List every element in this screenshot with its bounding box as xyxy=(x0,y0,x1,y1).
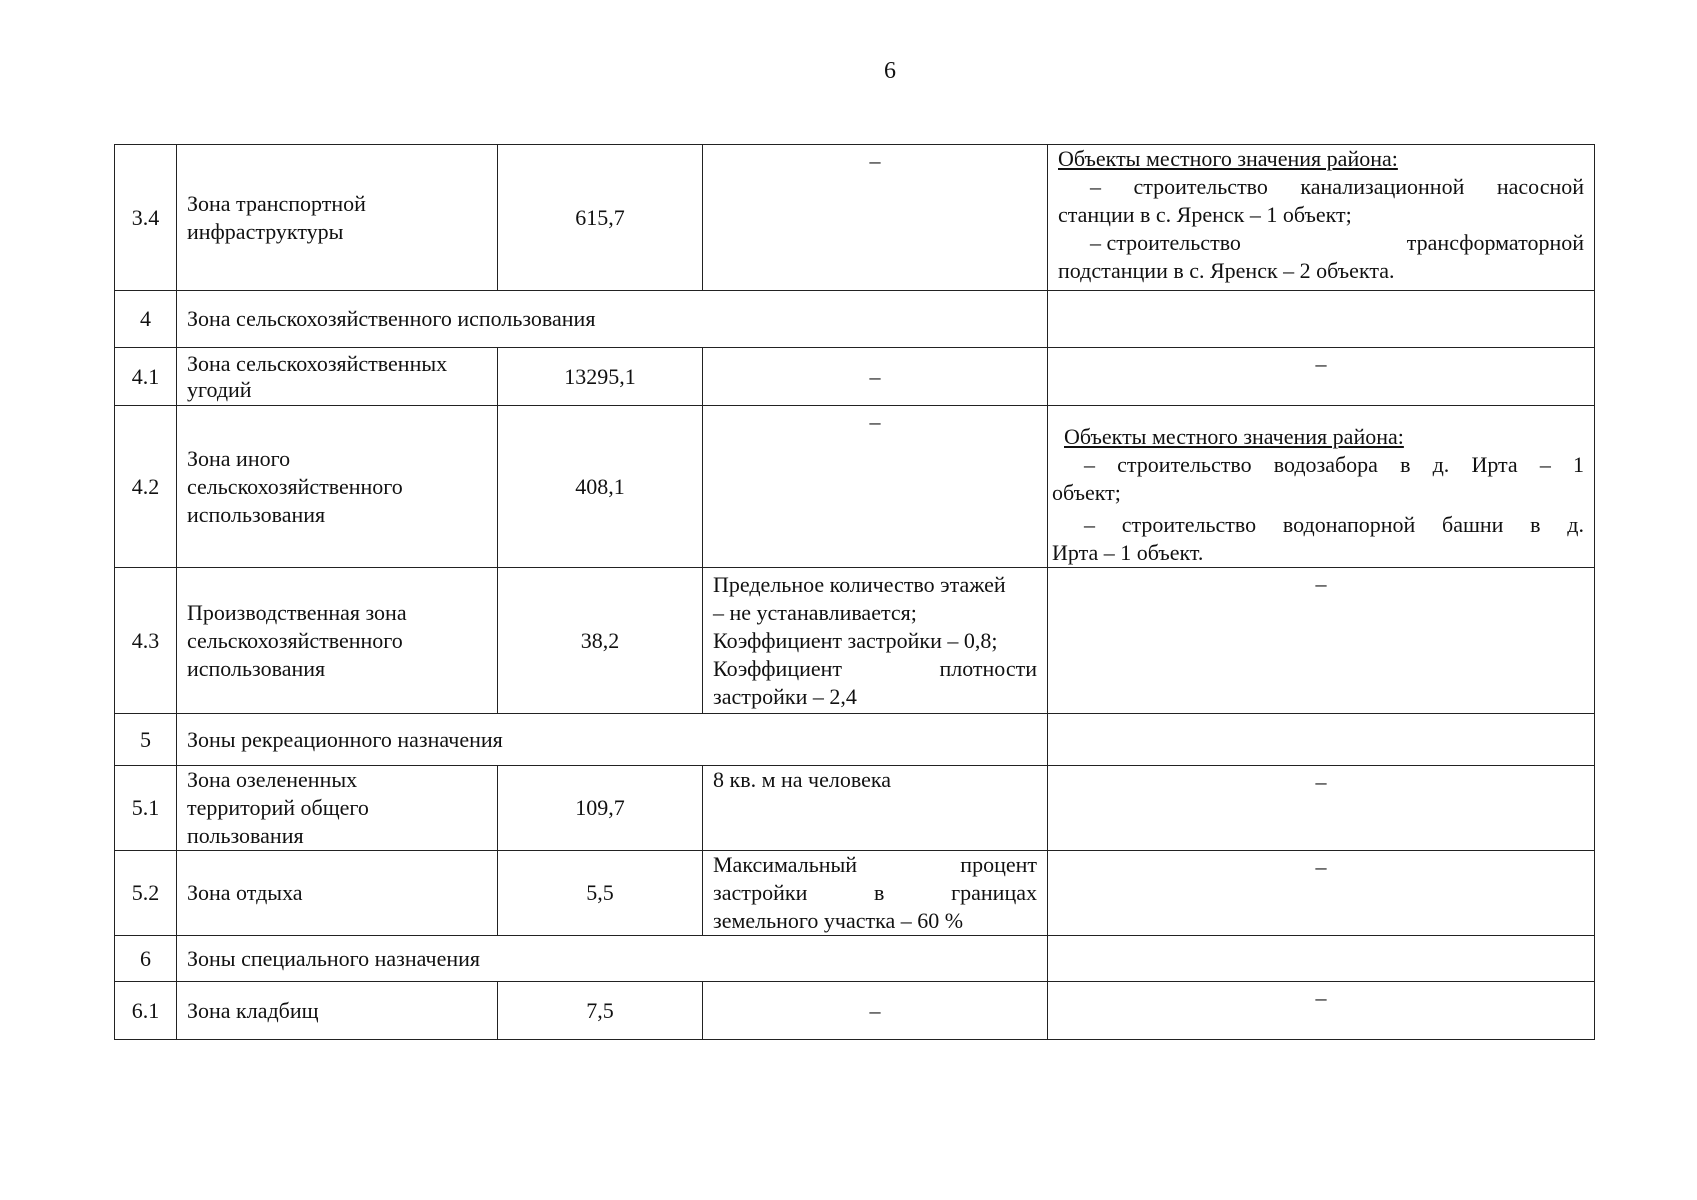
objects-line: станции в с. Яренск – 1 объект; xyxy=(1058,202,1352,227)
zone-objects: – xyxy=(1048,766,1595,851)
objects-line: – строительство водонапорной башни в д. xyxy=(1084,512,1584,537)
zone-objects: – xyxy=(1048,851,1595,936)
objects-line: – строительство канализационной насосной xyxy=(1090,174,1584,199)
zone-area: 13295,1 xyxy=(498,348,703,406)
table-row xyxy=(115,145,1595,291)
section-title: Зоны рекреационного назначения xyxy=(177,714,1048,766)
zone-area: 7,5 xyxy=(498,982,703,1040)
zone-name: Зона кладбищ xyxy=(177,982,498,1040)
objects-heading: Объекты местного значения района: xyxy=(1064,424,1404,449)
table-row xyxy=(115,766,1595,851)
zone-name: Зона отдыха xyxy=(177,851,498,936)
objects-line: – строительство трансформаторной xyxy=(1090,230,1584,255)
zone-area: 109,7 xyxy=(498,766,703,851)
zone-area: 408,1 xyxy=(498,406,703,568)
table-row xyxy=(115,406,1595,568)
row-number: 4 xyxy=(115,291,177,348)
zone-name: Зона иного сельскохозяйственного использования xyxy=(177,406,498,568)
zone-params: – xyxy=(703,145,1048,291)
section-title: Зона сельскохозяйственного использования xyxy=(177,291,1048,348)
row-number: 3.4 xyxy=(115,145,177,291)
page-number: 6 xyxy=(884,58,896,84)
zones-table xyxy=(114,144,1595,1040)
zone-objects: – xyxy=(1048,568,1595,714)
zone-params: Предельное количество этажей – не устанавливается; Коэффициент застройки – 0,8; Коэффициент плотности застройки – 2,4 xyxy=(703,568,1048,714)
zone-area: 615,7 xyxy=(498,145,703,291)
row-number: 4.2 xyxy=(115,406,177,568)
row-number: 5.1 xyxy=(115,766,177,851)
zone-objects xyxy=(1048,145,1595,291)
objects-line: – строительство водозабора в д. Ирта – 1 xyxy=(1084,452,1584,477)
zone-objects: – xyxy=(1048,348,1595,406)
zone-params: – xyxy=(703,982,1048,1040)
row-number: 6 xyxy=(115,936,177,982)
zone-params: Максимальный процент застройки в границах земельного участка – 60 % xyxy=(703,851,1048,936)
table-row xyxy=(115,982,1595,1040)
table-row xyxy=(115,291,1595,348)
zone-params: – xyxy=(703,406,1048,568)
objects-line: Ирта – 1 объект. xyxy=(1052,540,1204,565)
table-row xyxy=(115,348,1595,406)
zone-name: Производственная зона сельскохозяйственного использования xyxy=(177,568,498,714)
row-number: 5 xyxy=(115,714,177,766)
zone-area: 38,2 xyxy=(498,568,703,714)
row-number: 6.1 xyxy=(115,982,177,1040)
row-number: 5.2 xyxy=(115,851,177,936)
row-number: 4.1 xyxy=(115,348,177,406)
objects-heading: Объекты местного значения района: xyxy=(1058,146,1398,171)
zone-name: Зона сельскохозяйственных угодий xyxy=(177,348,498,406)
empty-cell xyxy=(1048,936,1595,982)
table-row xyxy=(115,714,1595,766)
section-title: Зоны специального назначения xyxy=(177,936,1048,982)
empty-cell xyxy=(1048,291,1595,348)
row-number: 4.3 xyxy=(115,568,177,714)
zone-objects: – xyxy=(1048,982,1595,1040)
zone-name: Зона озелененных территорий общего пользования xyxy=(177,766,498,851)
zone-area: 5,5 xyxy=(498,851,703,936)
objects-line: объект; xyxy=(1052,480,1121,505)
zone-params: – xyxy=(703,348,1048,406)
zone-objects xyxy=(1048,406,1595,568)
table-row xyxy=(115,936,1595,982)
table-row xyxy=(115,851,1595,936)
empty-cell xyxy=(1048,714,1595,766)
zone-params: 8 кв. м на человека xyxy=(703,766,1048,851)
table-row xyxy=(115,568,1595,714)
zone-name: Зона транспортной инфраструктуры xyxy=(177,145,498,291)
objects-line: подстанции в с. Яренск – 2 объекта. xyxy=(1058,258,1395,283)
